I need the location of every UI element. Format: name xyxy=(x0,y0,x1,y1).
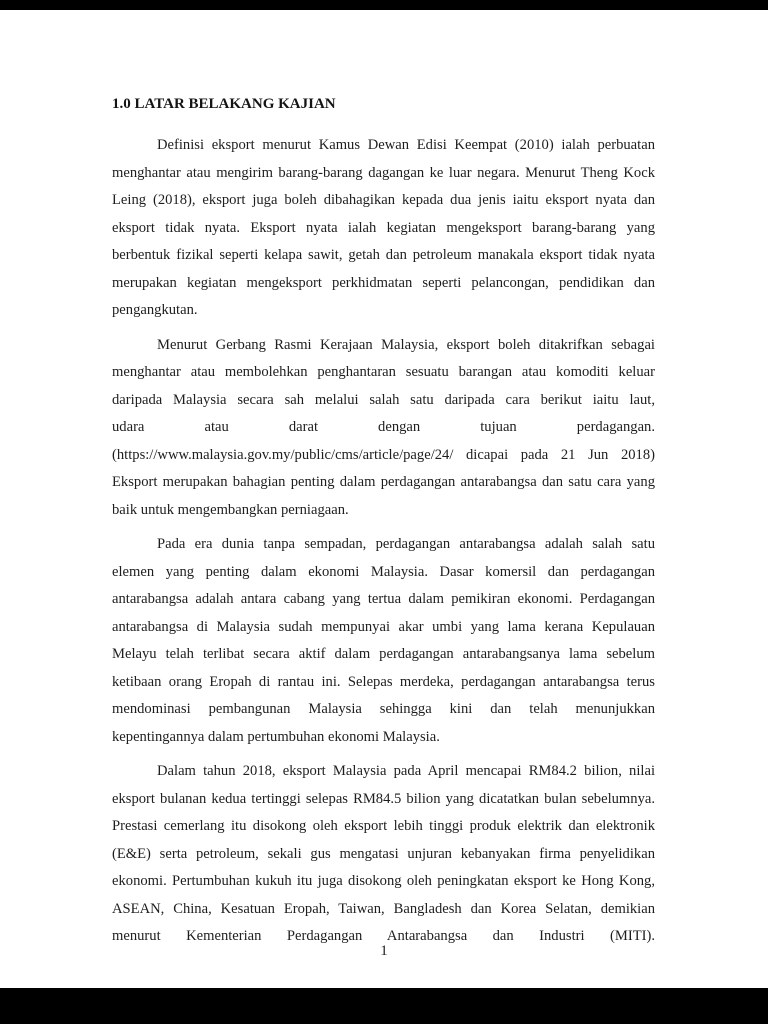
text-line: eksport bulanan kedua tertinggi selepas RM84.5 bilion yang dicatatkan bulan sebelumnya. xyxy=(112,790,655,807)
text-line: udara atau darat dengan tujuan perdagangan. xyxy=(112,419,655,435)
page-number: 1 xyxy=(380,943,388,959)
paragraph xyxy=(112,758,655,951)
text-line: menurut Kementerian Perdagangan Antarabangsa dan Industri (MITI). xyxy=(112,928,655,944)
text-line: merupakan kegiatan mengeksport perkhidmatan seperti pelancongan, pendidikan dan xyxy=(112,274,655,291)
page-content xyxy=(0,10,768,951)
text-line: elemen yang penting dalam ekonomi Malaysia. Dasar komersil dan perdagangan xyxy=(112,563,655,580)
document-body xyxy=(112,132,655,951)
text-line: Melayu telah terlibat secara aktif dalam perdagangan antarabangsanya lama sebelum xyxy=(112,646,655,662)
text-line: ekonomi. Pertumbuhan kukuh itu juga disokong oleh peningkatan eksport ke Hong Kong, xyxy=(112,873,655,889)
top-letterbox-bar xyxy=(0,0,768,10)
text-line: Leing (2018), eksport juga boleh dibahagikan kepada dua jenis iaitu eksport nyata dan xyxy=(112,192,655,208)
paragraph xyxy=(112,332,655,525)
text-line: Definisi eksport menurut Kamus Dewan Edisi Keempat (2010) ialah perbuatan xyxy=(157,137,655,153)
text-line: Menurut Gerbang Rasmi Kerajaan Malaysia, eksport boleh ditakrifkan sebagai xyxy=(157,336,655,353)
text-line: antarabangsa adalah antara cabang yang tertua dalam pemikiran ekonomi. Perdagangan xyxy=(112,591,655,607)
text-line: menghantar atau membolehkan penghantaran sesuatu barangan atau komoditi keluar xyxy=(112,364,655,380)
paragraph xyxy=(112,531,655,751)
text-line: ketibaan orang Eropah di rantau ini. Selepas merdeka, perdagangan antarabangsa terus xyxy=(112,673,655,690)
text-line: Dalam tahun 2018, eksport Malaysia pada April mencapai RM84.2 bilion, nilai xyxy=(157,763,655,779)
text-line: eksport tidak nyata. Eksport nyata ialah kegiatan mengeksport barang-barang yang xyxy=(112,219,655,236)
text-line: berbentuk fizikal seperti kelapa sawit, getah dan petroleum manakala eksport tidak nyata xyxy=(112,247,655,263)
text-line: menghantar atau mengirim barang-barang dagangan ke luar negara. Menurut Theng Kock xyxy=(112,164,655,181)
text-line: Pada era dunia tanpa sempadan, perdagangan antarabangsa adalah salah satu xyxy=(157,536,655,552)
text-line: antarabangsa di Malaysia sudah mempunyai akar umbi yang lama kerana Kepulauan xyxy=(112,618,655,635)
document-page xyxy=(0,10,768,988)
text-line: ASEAN, China, Kesatuan Eropah, Taiwan, Bangladesh dan Korea Selatan, demikian xyxy=(112,900,655,917)
text-line: pengangkutan. xyxy=(112,302,198,318)
paragraph xyxy=(112,132,655,325)
text-line: daripada Malaysia secara sah melalui salah satu daripada cara berikut iaitu laut, xyxy=(112,391,655,408)
section-heading: 1.0 LATAR BELAKANG KAJIAN xyxy=(112,96,336,112)
text-line: baik untuk mengembangkan perniagaan. xyxy=(112,501,349,518)
text-line: Prestasi cemerlang itu disokong oleh eksport lebih tinggi produk elektrik dan elektronik xyxy=(112,818,655,834)
text-line: (E&E) serta petroleum, sekali gus mengatasi unjuran kebanyakan firma penyelidikan xyxy=(112,845,655,862)
text-line: mendominasi pembangunan Malaysia sehingga kini dan telah menunjukkan xyxy=(112,701,655,717)
text-line: Eksport merupakan bahagian penting dalam perdagangan antarabangsa dan satu cara yang xyxy=(112,474,655,490)
text-line: kepentingannya dalam pertumbuhan ekonomi Malaysia. xyxy=(112,728,440,745)
text-line: (https://www.malaysia.gov.my/public/cms/article/page/24/ dicapai pada 21 Jun 2018) xyxy=(112,446,655,463)
bottom-letterbox-bar xyxy=(0,988,768,1024)
